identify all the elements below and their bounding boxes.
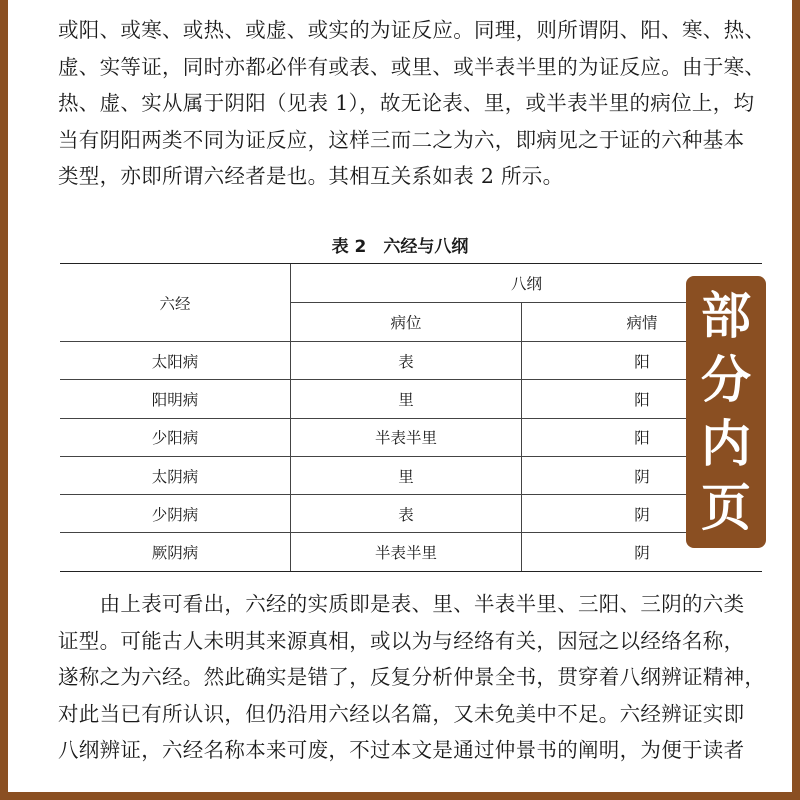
text-line: 当有阴阳两类不同为证反应，这样三而二之为六，即病见之于证的六种基本 [58, 127, 745, 152]
text-line: 虚、实等证，同时亦都必伴有或表、或里、或半表半里的为证反应。由于寒、 [58, 54, 766, 79]
text-line: 类型，亦即所谓六经者是也。其相互关系如表 2 所示。 [58, 164, 564, 189]
table-row [60, 342, 762, 380]
cell-qing: 阴 [522, 533, 763, 571]
table-row [60, 456, 762, 494]
text-line: 八纲辨证，六经名称本来可废，不过本文是通过仲景书的阐明，为便于读者 [58, 738, 745, 763]
badge-char: 分 [701, 351, 751, 409]
cell-jing: 阳明病 [60, 380, 291, 418]
cell-wei: 半表半里 [291, 533, 522, 571]
text-line: 对此当已有所认识，但仍沿用六经以名篇，又未免美中不足。六经辨证实即 [58, 701, 745, 726]
cell-wei: 里 [291, 380, 522, 418]
header-liujing: 六经 [60, 264, 291, 342]
cell-jing: 少阴病 [60, 495, 291, 533]
cell-qing: 阴 [522, 495, 763, 533]
cell-jing: 太阳病 [60, 342, 291, 380]
badge-char: 部 [701, 287, 751, 345]
cell-qing: 阳 [522, 342, 763, 380]
six-channels-table [60, 263, 762, 572]
badge-char: 内 [701, 415, 751, 473]
header-bagang: 八纲 [291, 264, 763, 303]
cell-qing: 阳 [522, 418, 763, 456]
text-line: 由上表可看出，六经的实质即是表、里、半表半里、三阳、三阴的六类 [58, 592, 745, 616]
cell-jing: 厥阴病 [60, 533, 291, 571]
cell-wei: 半表半里 [291, 418, 522, 456]
text-line: 遂称之为六经。然此确实是错了，反复分析仲景全书，贯穿着八纲辨证精神， [58, 665, 766, 690]
table-row [60, 418, 762, 456]
table-caption: 表 2 六经与八纲 [331, 237, 469, 257]
cell-wei: 里 [291, 456, 522, 494]
text-line: 热、虚、实从属于阴阳（见表 1），故无论表、里，或半表半里的病位上，均 [58, 91, 755, 116]
table-row [60, 533, 762, 571]
table-row [60, 380, 762, 418]
table-row [60, 495, 762, 533]
bottom-paragraph [58, 586, 780, 769]
top-paragraph [58, 12, 780, 195]
cell-jing: 少阳病 [60, 418, 291, 456]
cell-qing: 阳 [522, 380, 763, 418]
cell-wei: 表 [291, 342, 522, 380]
text-line: 证型。可能古人未明其来源真相，或以为与经络有关，因冠之以经络名称， [58, 628, 745, 653]
text-line: 或阳、或寒、或热、或虚、或实的为证反应。同理，则所谓阴、阳、寒、热、 [58, 18, 766, 42]
header-bingqing: 病情 [522, 303, 763, 342]
header-bingwei: 病位 [291, 303, 522, 342]
book-page [8, 0, 792, 792]
partial-content-badge [686, 276, 766, 548]
cell-wei: 表 [291, 495, 522, 533]
cell-jing: 太阴病 [60, 456, 291, 494]
badge-char: 页 [701, 479, 751, 537]
cell-qing: 阴 [522, 456, 763, 494]
